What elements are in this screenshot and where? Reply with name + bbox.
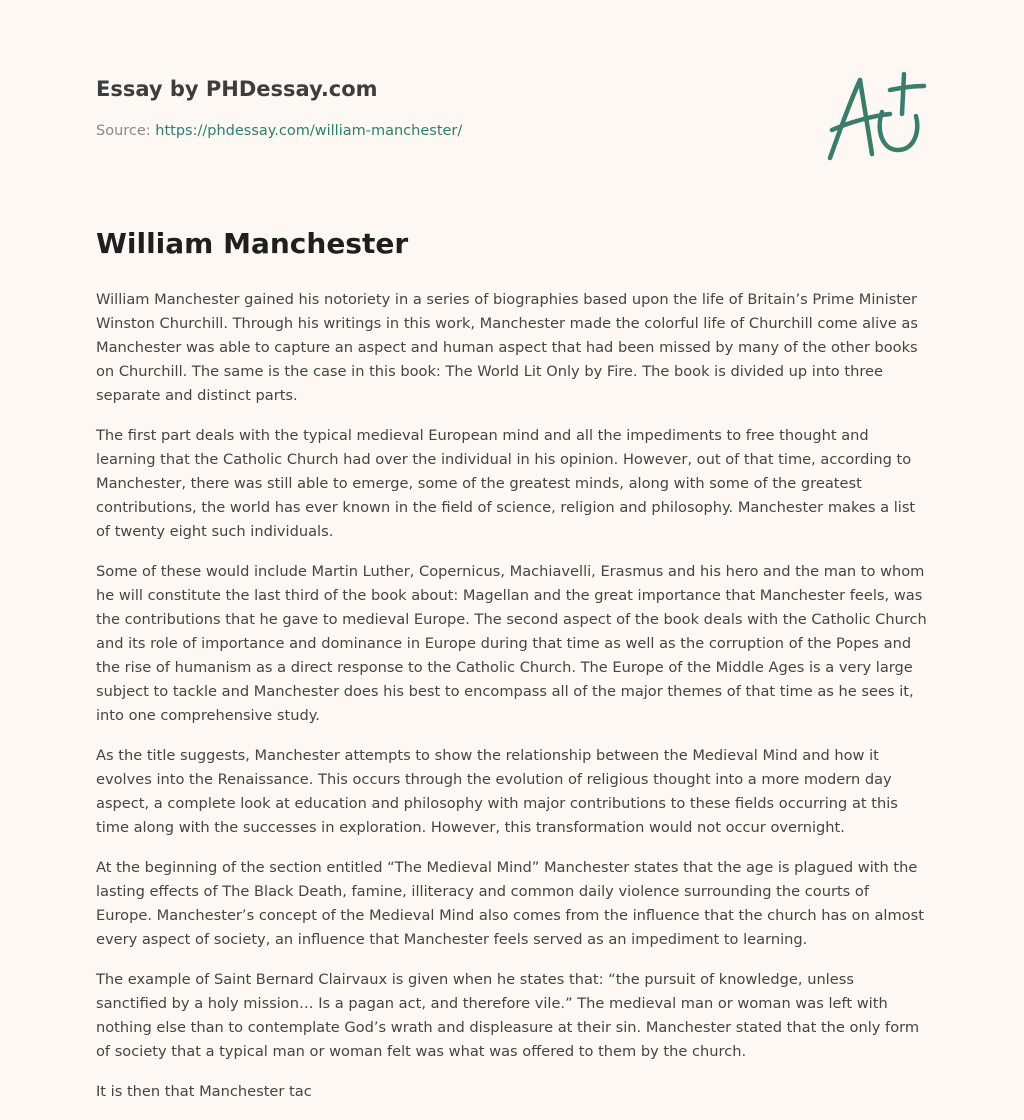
source-link[interactable]: https://phdessay.com/william-manchester/ [155,123,463,139]
source-line [96,121,696,141]
essay-paragraph: The first part deals with the typical medieval European mind and all the impediments to free thought and learning that the Catholic Church had over the individual in his opinion. However, out of that time, according to Manchester, there was still able to emerge, some of the greatest minds, along with some of the greatest contributions, the world has ever known in the field of science, religion and philosophy. Manchester makes a list of twenty eight such individuals. [96,427,916,540]
a-plus-logo-icon [820,66,930,166]
source-label: Source: [96,123,151,139]
site-brand: Essay by PHDessay.com [96,77,378,101]
page-header [96,74,696,141]
essay-title: William Manchester [96,227,409,260]
essay-article [96,222,928,1120]
essay-paragraph: As the title suggests, Manchester attempts to show the relationship between the Medieval Mind and how it evolves into the Renaissance. This occurs through the evolution of religious thought into a more modern day aspect, a complete look at education and philosophy with major contributions to these fields occurring at this time along with the successes in exploration. However, this transformation would not occur overnight. [96,747,898,836]
essay-paragraph: Some of these would include Martin Luther, Copernicus, Machiavelli, Erasmus and his hero and the man to whom he will constitute the last third of the book about: Magellan and the great importance that Manchester feels, was the contributions that he gave to medieval Europe. The second aspect of the book deals with the Catholic Church and its role of importance and dominance in Europe during that time as well as the corruption of the Popes and the rise of humanism as a direct response to the Catholic Church. The Europe of the Middle Ages is a very large subject to tackle and Manchester does his best to encompass all of the major themes of that time as he sees it, into one comprehensive study. [96,563,927,724]
essay-paragraph: At the beginning of the section entitled “The Medieval Mind” Manchester states that the age is plagued with the lasting effects of The Black Death, famine, illiteracy and common daily violence surrounding the courts of Europe. Manchester’s concept of the Medieval Mind also comes from the influence that the church has on almost every aspect of society, an influence that Manchester feels served as an impediment to learning. [96,859,924,948]
essay-paragraph: William Manchester gained his notoriety in a series of biographies based upon the life of Britain’s Prime Minister Winston Churchill. Through his writings in this work, Manchester made the colorful life of Churchill come alive as Manchester was able to capture an aspect and human aspect that had been missed by many of the other books on Churchill. The same is the case in this book: The World Lit Only by Fire. The book is divided up into three separate and distinct parts. [96,291,918,404]
essay-paragraph: The example of Saint Bernard Clairvaux is given when he states that: “the pursuit of knowledge, unless sanctified by a holy mission… Is a pagan act, and therefore vile.” The medieval man or woman was left with nothing else than to contemplate God’s wrath and displeasure at their sin. Manchester stated that the only form of society that a typical man or woman felt was what was offered to them by the church. [96,971,920,1060]
essay-paragraph-truncated: It is then that Manchester tac [96,1083,312,1100]
